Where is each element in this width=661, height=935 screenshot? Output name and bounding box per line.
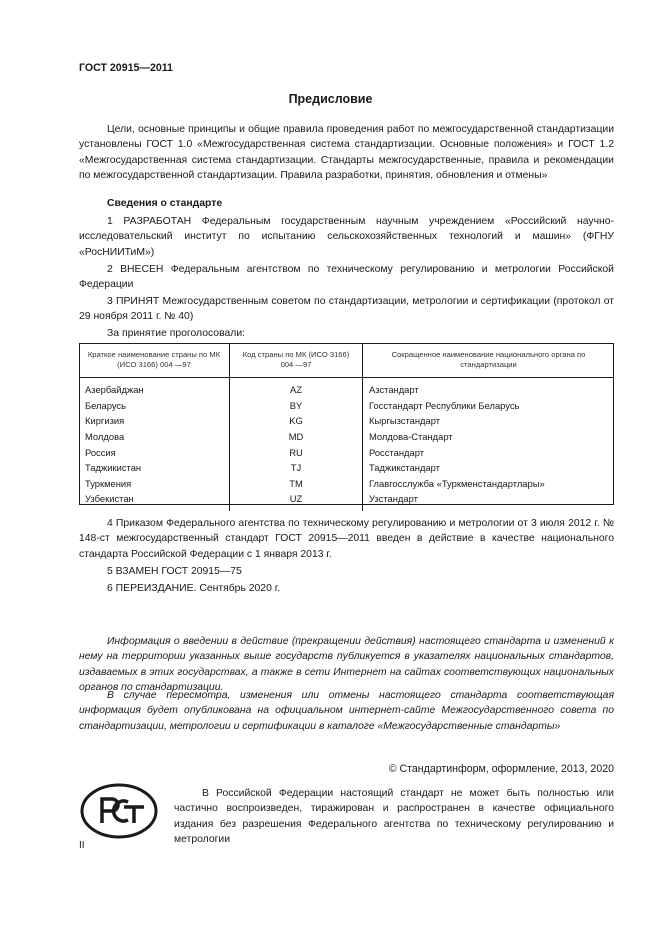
item-6: 6 ПЕРЕИЗДАНИЕ. Сентябрь 2020 г.	[107, 583, 281, 594]
info-paragraph-1: Информация о введении в действие (прекращении действия) настоящего стандарта и изменений к нему на территории указанных выше государств публикуется в указателях национальных стандартов, издаваемых в этих государствах, а также в сети Интернет на сайтах соответствующих национальных органов по стандартизации.	[79, 636, 614, 694]
cell-country: Узбекистан	[85, 493, 134, 505]
table-header-row	[79, 343, 614, 378]
cell-country: Азербайджан	[85, 384, 144, 396]
table-row	[79, 444, 614, 460]
item-4: 4 Приказом Федерального агентства по техническому регулированию и метрологии от 3 июля 2012 г. № 148-ст межгосударственный стандарт ГОСТ 20915—2011 введен в действие в качестве национального стандарта Российской Федерации с 1 января 2013 г.	[79, 518, 614, 560]
table-row	[79, 429, 614, 445]
cell-country: Таджикистан	[85, 462, 142, 474]
cell-code: MD	[230, 429, 363, 445]
cell-organ: Таджикстандарт	[369, 462, 440, 474]
intro-paragraph: Цели, основные принципы и общие правила проведения работ по межгосударственной стандартизации установлены ГОСТ 1.0 «Межгосударственная система стандартизации. Основные положения» и ГОСТ 1.2 «Межгосударственная система стандартизации. Стандарты межгосударственные, правила и рекомендации по межгосударственной стандартизации. Правила разработки, принятия, обновления и отмены»	[79, 124, 614, 182]
page-title: Предисловие	[288, 92, 373, 106]
cell-code: TJ	[230, 460, 363, 476]
document-code: ГОСТ 20915—2011	[79, 62, 173, 74]
cell-code: BY	[230, 398, 363, 414]
section-heading: Сведения о стандарте	[107, 198, 223, 209]
page-number: II	[79, 840, 85, 851]
cell-organ: Молдова-Стандарт	[369, 431, 453, 443]
cell-organ: Кыргызстандарт	[369, 415, 441, 427]
cell-code: AZ	[230, 378, 363, 398]
cell-organ: Госстандарт Республики Беларусь	[369, 399, 520, 411]
cell-code: UZ	[230, 491, 363, 511]
table-row	[79, 398, 614, 414]
item-3: 3 ПРИНЯТ Межгосударственным советом по стандартизации, метрологии и сертификации (протокол от 29 ноября 2011 г. № 40)	[79, 296, 614, 323]
table-row	[79, 378, 614, 398]
info-paragraph-2: В случае пересмотра, изменения или отмены настоящего стандарта соответствующая информация будет опубликована на официальном интернет-сайте Межгосударственного совета по стандартизации, метрологии и сертификации в каталоге «Межгосударственные стандарты»	[79, 690, 614, 732]
cell-organ: Росстандарт	[369, 446, 424, 458]
table-row	[79, 476, 614, 492]
item-1: 1 РАЗРАБОТАН Федеральным государственным научным учреждением «Российский научно-исследовательский институт по испытанию сельскохозяйственных технологий и машин» (ФГНУ «РосНИИТиМ»)	[79, 216, 614, 258]
cell-organ: Главгосслужба «Туркменстандартлары»	[369, 477, 545, 489]
cell-country: Россия	[85, 446, 116, 458]
cell-country: Киргизия	[85, 415, 125, 427]
header-country: Краткое наименование страны по МК (ИСО 3166) 004 —97	[79, 343, 230, 378]
header-code: Код страны по МК (ИСО 3166) 004 —97	[230, 343, 363, 378]
cell-code: RU	[230, 444, 363, 460]
table-row	[79, 413, 614, 429]
cell-code: KG	[230, 413, 363, 429]
cell-country: Беларусь	[85, 399, 127, 411]
item-2: 2 ВНЕСЕН Федеральным агентством по техническому регулированию и метрологии Российской Федерации	[79, 264, 614, 291]
copyright-line: © Стандартинформ, оформление, 2013, 2020	[388, 763, 614, 775]
rst-logo	[80, 783, 158, 839]
table-row	[79, 460, 614, 476]
rst-logo-icon	[80, 783, 158, 839]
voted-label: За принятие проголосовали:	[107, 328, 246, 339]
header-organ: Сокращенное наименование национального органа по стандартизации	[363, 343, 615, 378]
item-5: 5 ВЗАМЕН ГОСТ 20915—75	[107, 566, 242, 577]
cell-country: Молдова	[85, 431, 125, 443]
cell-organ: Узстандарт	[369, 493, 418, 505]
member-states-table	[79, 343, 614, 511]
cell-country: Туркмения	[85, 477, 132, 489]
cell-code: TM	[230, 476, 363, 492]
reproduction-notice: В Российской Федерации настоящий стандарт не может быть полностью или частично воспроизведен, тиражирован и распространен в качестве официального издания без разрешения Федерального агентства по техническому регулированию и метрологии	[174, 788, 614, 846]
cell-organ: Азстандарт	[369, 384, 419, 396]
table-row	[79, 491, 614, 511]
